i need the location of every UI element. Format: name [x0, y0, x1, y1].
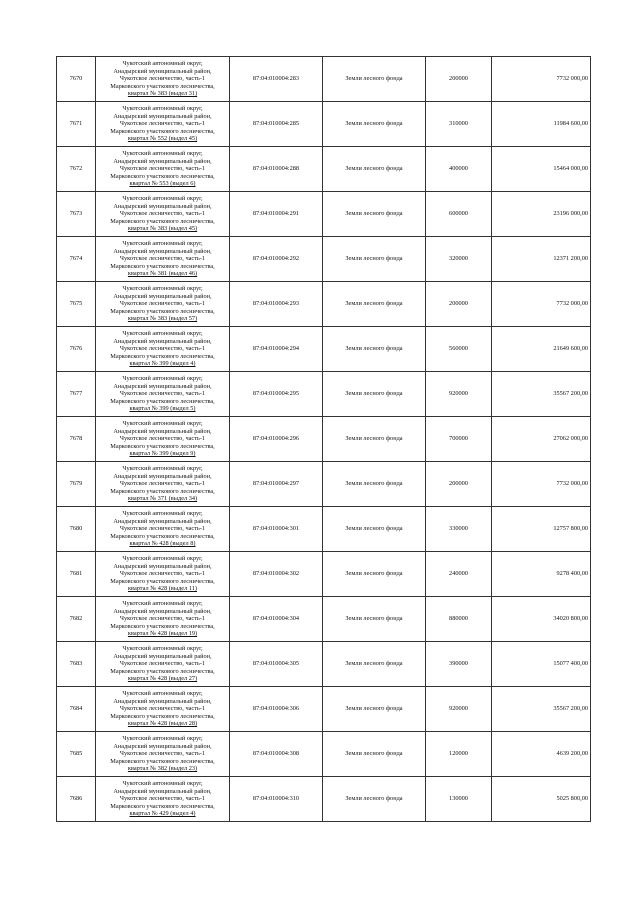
area-value: 120000 — [426, 732, 492, 777]
location-line: Марковского участкового лесничества, — [110, 262, 215, 270]
location-line: Марковского участкового лесничества, — [110, 487, 215, 495]
land-category: Земли лесного фонда — [323, 597, 426, 642]
location-line: Анадырский муниципальный район, — [113, 382, 212, 390]
area-value: 130000 — [426, 777, 492, 822]
location-cell — [96, 417, 230, 462]
location-line: Анадырский муниципальный район, — [113, 337, 212, 345]
location-line: Чукотский автономный округ, — [122, 150, 203, 158]
location-line: квартал № 428 (выдел 27) — [127, 675, 198, 683]
table-row — [57, 642, 591, 687]
location-cell — [96, 57, 230, 102]
location-cell — [96, 597, 230, 642]
location-line: Марковского участкового лесничества, — [110, 217, 215, 225]
location-line: Чукотское лесничество, часть-1 — [119, 660, 206, 668]
cadastral-number: 87:04:010004:306 — [230, 687, 323, 732]
location-line: Чукотское лесничество, часть-1 — [119, 615, 206, 623]
cadastral-value: 35567 200,00 — [492, 372, 591, 417]
land-category: Земли лесного фонда — [323, 327, 426, 372]
table-row — [57, 687, 591, 732]
row-number: 7684 — [57, 687, 96, 732]
location-line: Марковского участкового лесничества, — [110, 577, 215, 585]
land-plots-table — [56, 56, 591, 822]
table-row — [57, 507, 591, 552]
location-line: Марковского участкового лесничества, — [110, 307, 215, 315]
cadastral-number: 87:04:010004:295 — [230, 372, 323, 417]
location-line: Чукотский автономный округ, — [122, 600, 203, 608]
cadastral-value: 23196 000,00 — [492, 192, 591, 237]
location-line: Анадырский муниципальный район, — [113, 427, 212, 435]
cadastral-number: 87:04:010004:292 — [230, 237, 323, 282]
area-value: 700000 — [426, 417, 492, 462]
location-line: квартал № 428 (выдел 8) — [129, 540, 196, 548]
location-line: Чукотское лесничество, часть-1 — [119, 210, 206, 218]
location-line: квартал № 428 (выдел 28) — [127, 720, 198, 728]
row-number: 7674 — [57, 237, 96, 282]
cadastral-value: 12757 800,00 — [492, 507, 591, 552]
row-number: 7677 — [57, 372, 96, 417]
row-number: 7672 — [57, 147, 96, 192]
location-line: Чукотский автономный округ, — [122, 465, 203, 473]
location-line: квартал № 428 (выдел 19) — [127, 630, 198, 638]
area-value: 320000 — [426, 237, 492, 282]
cadastral-value: 4639 200,00 — [492, 732, 591, 777]
row-number: 7675 — [57, 282, 96, 327]
location-cell — [96, 462, 230, 507]
location-line: квартал № 553 (выдел 6) — [129, 180, 196, 188]
location-line: Анадырский муниципальный район, — [113, 697, 212, 705]
location-line: квартал № 383 (выдел 45) — [127, 225, 198, 233]
location-line: Чукотское лесничество, часть-1 — [119, 255, 206, 263]
location-cell — [96, 732, 230, 777]
location-line: Марковского участкового лесничества, — [110, 172, 215, 180]
row-number: 7681 — [57, 552, 96, 597]
location-line: квартал № 552 (выдел 45) — [127, 135, 198, 143]
location-line: Чукотское лесничество, часть-1 — [119, 165, 206, 173]
cadastral-number: 87:04:010004:302 — [230, 552, 323, 597]
location-line: Марковского участкового лесничества, — [110, 82, 215, 90]
location-line: Чукотское лесничество, часть-1 — [119, 705, 206, 713]
location-line: Чукотский автономный округ, — [122, 285, 203, 293]
location-line: Чукотский автономный округ, — [122, 555, 203, 563]
location-line: Анадырский муниципальный район, — [113, 472, 212, 480]
cadastral-value: 15464 000,00 — [492, 147, 591, 192]
location-line: Анадырский муниципальный район, — [113, 67, 212, 75]
area-value: 880000 — [426, 597, 492, 642]
location-line: квартал № 399 (выдел 5) — [129, 405, 196, 413]
cadastral-number: 87:04:010004:296 — [230, 417, 323, 462]
location-line: Анадырский муниципальный район, — [113, 607, 212, 615]
location-line: Чукотское лесничество, часть-1 — [119, 750, 206, 758]
row-number: 7680 — [57, 507, 96, 552]
location-line: квартал № 429 (выдел 4) — [129, 810, 196, 818]
location-cell — [96, 507, 230, 552]
land-category: Земли лесного фонда — [323, 642, 426, 687]
cadastral-value: 5025 800,00 — [492, 777, 591, 822]
cadastral-value: 11984 600,00 — [492, 102, 591, 147]
land-category: Земли лесного фонда — [323, 417, 426, 462]
location-cell — [96, 237, 230, 282]
location-line: Марковского участкового лесничества, — [110, 397, 215, 405]
location-cell — [96, 282, 230, 327]
land-category: Земли лесного фонда — [323, 462, 426, 507]
area-value: 310000 — [426, 102, 492, 147]
location-line: Чукотское лесничество, часть-1 — [119, 525, 206, 533]
location-line: квартал № 371 (выдел 34) — [127, 495, 198, 503]
location-line: Марковского участкового лесничества, — [110, 802, 215, 810]
cadastral-number: 87:04:010004:304 — [230, 597, 323, 642]
area-value: 400000 — [426, 147, 492, 192]
location-line: квартал № 381 (выдел 46) — [127, 270, 198, 278]
land-category: Земли лесного фонда — [323, 687, 426, 732]
table-row — [57, 102, 591, 147]
location-cell — [96, 147, 230, 192]
location-line: Марковского участкового лесничества, — [110, 667, 215, 675]
land-category: Земли лесного фонда — [323, 507, 426, 552]
area-value: 200000 — [426, 462, 492, 507]
cadastral-number: 87:04:010004:305 — [230, 642, 323, 687]
row-number: 7678 — [57, 417, 96, 462]
cadastral-value: 9278 400,00 — [492, 552, 591, 597]
location-line: Марковского участкового лесничества, — [110, 352, 215, 360]
location-line: Анадырский муниципальный район, — [113, 652, 212, 660]
area-value: 920000 — [426, 687, 492, 732]
land-category: Земли лесного фонда — [323, 732, 426, 777]
location-line: Анадырский муниципальный район, — [113, 112, 212, 120]
row-number: 7679 — [57, 462, 96, 507]
location-line: Марковского участкового лесничества, — [110, 622, 215, 630]
location-cell — [96, 192, 230, 237]
location-line: Чукотское лесничество, часть-1 — [119, 120, 206, 128]
table-row — [57, 597, 591, 642]
location-line: Чукотское лесничество, часть-1 — [119, 345, 206, 353]
land-category: Земли лесного фонда — [323, 192, 426, 237]
location-line: Марковского участкового лесничества, — [110, 532, 215, 540]
land-category: Земли лесного фонда — [323, 57, 426, 102]
area-value: 330000 — [426, 507, 492, 552]
cadastral-number: 87:04:010004:294 — [230, 327, 323, 372]
location-line: Чукотский автономный округ, — [122, 240, 203, 248]
location-cell — [96, 327, 230, 372]
location-line: Чукотский автономный округ, — [122, 420, 203, 428]
land-category: Земли лесного фонда — [323, 777, 426, 822]
location-line: Чукотское лесничество, часть-1 — [119, 795, 206, 803]
location-line: Чукотский автономный округ, — [122, 510, 203, 518]
table-body — [57, 57, 591, 822]
area-value: 560000 — [426, 327, 492, 372]
row-number: 7685 — [57, 732, 96, 777]
land-category: Земли лесного фонда — [323, 372, 426, 417]
location-line: Чукотский автономный округ, — [122, 105, 203, 113]
location-line: Марковского участкового лесничества, — [110, 757, 215, 765]
location-line: квартал № 383 (выдел 57) — [127, 315, 198, 323]
row-number: 7671 — [57, 102, 96, 147]
table-row — [57, 282, 591, 327]
cadastral-number: 87:04:010004:285 — [230, 102, 323, 147]
cadastral-number: 87:04:010004:291 — [230, 192, 323, 237]
row-number: 7683 — [57, 642, 96, 687]
cadastral-value: 34020 800,00 — [492, 597, 591, 642]
land-category: Земли лесного фонда — [323, 147, 426, 192]
location-line: Анадырский муниципальный район, — [113, 517, 212, 525]
table-row — [57, 552, 591, 597]
location-line: Анадырский муниципальный район, — [113, 247, 212, 255]
land-category: Земли лесного фонда — [323, 552, 426, 597]
area-value: 240000 — [426, 552, 492, 597]
location-line: Анадырский муниципальный район, — [113, 787, 212, 795]
location-line: Анадырский муниципальный район, — [113, 562, 212, 570]
table-row — [57, 192, 591, 237]
location-line: квартал № 399 (выдел 4) — [129, 360, 196, 368]
location-line: Чукотский автономный округ, — [122, 60, 203, 68]
cadastral-number: 87:04:010004:308 — [230, 732, 323, 777]
cadastral-value: 7732 000,00 — [492, 282, 591, 327]
land-category: Земли лесного фонда — [323, 102, 426, 147]
table-row — [57, 372, 591, 417]
cadastral-number: 87:04:010004:288 — [230, 147, 323, 192]
table-row — [57, 732, 591, 777]
location-line: Чукотский автономный округ, — [122, 690, 203, 698]
cadastral-number: 87:04:010004:283 — [230, 57, 323, 102]
cadastral-value: 7732 000,00 — [492, 57, 591, 102]
location-line: Чукотское лесничество, часть-1 — [119, 390, 206, 398]
area-value: 200000 — [426, 57, 492, 102]
location-line: Анадырский муниципальный район, — [113, 292, 212, 300]
cadastral-value: 27062 000,00 — [492, 417, 591, 462]
row-number: 7686 — [57, 777, 96, 822]
cadastral-value: 15077 400,00 — [492, 642, 591, 687]
table-row — [57, 57, 591, 102]
area-value: 920000 — [426, 372, 492, 417]
row-number: 7670 — [57, 57, 96, 102]
location-cell — [96, 372, 230, 417]
location-line: Чукотский автономный округ, — [122, 375, 203, 383]
table-row — [57, 147, 591, 192]
location-cell — [96, 552, 230, 597]
location-line: Анадырский муниципальный район, — [113, 157, 212, 165]
table-row — [57, 327, 591, 372]
cadastral-value: 35567 200,00 — [492, 687, 591, 732]
cadastral-number: 87:04:010004:293 — [230, 282, 323, 327]
location-line: Чукотский автономный округ, — [122, 330, 203, 338]
location-line: Чукотское лесничество, часть-1 — [119, 300, 206, 308]
row-number: 7682 — [57, 597, 96, 642]
location-line: квартал № 383 (выдел 31) — [127, 90, 198, 98]
table-row — [57, 237, 591, 282]
cadastral-value: 21649 600,00 — [492, 327, 591, 372]
location-line: Чукотский автономный округ, — [122, 195, 203, 203]
location-line: Марковского участкового лесничества, — [110, 712, 215, 720]
location-cell — [96, 102, 230, 147]
location-line: Анадырский муниципальный район, — [113, 742, 212, 750]
table-row — [57, 417, 591, 462]
area-value: 600000 — [426, 192, 492, 237]
cadastral-value: 7732 000,00 — [492, 462, 591, 507]
location-line: Марковского участкового лесничества, — [110, 442, 215, 450]
location-cell — [96, 777, 230, 822]
location-line: Чукотский автономный округ, — [122, 645, 203, 653]
location-line: Чукотское лесничество, часть-1 — [119, 435, 206, 443]
location-line: Чукотский автономный округ, — [122, 780, 203, 788]
cadastral-number: 87:04:010004:301 — [230, 507, 323, 552]
cadastral-number: 87:04:010004:310 — [230, 777, 323, 822]
location-line: Чукотское лесничество, часть-1 — [119, 75, 206, 83]
location-line: Анадырский муниципальный район, — [113, 202, 212, 210]
row-number: 7676 — [57, 327, 96, 372]
area-value: 200000 — [426, 282, 492, 327]
location-cell — [96, 687, 230, 732]
land-category: Земли лесного фонда — [323, 282, 426, 327]
location-line: Марковского участкового лесничества, — [110, 127, 215, 135]
land-category: Земли лесного фонда — [323, 237, 426, 282]
area-value: 390000 — [426, 642, 492, 687]
location-line: Чукотское лесничество, часть-1 — [119, 570, 206, 578]
location-line: квартал № 399 (выдел 9) — [129, 450, 196, 458]
table-row — [57, 777, 591, 822]
cadastral-value: 12371 200,00 — [492, 237, 591, 282]
location-cell — [96, 642, 230, 687]
location-line: Чукотский автономный округ, — [122, 735, 203, 743]
table-row — [57, 462, 591, 507]
row-number: 7673 — [57, 192, 96, 237]
location-line: Чукотское лесничество, часть-1 — [119, 480, 206, 488]
cadastral-number: 87:04:010004:297 — [230, 462, 323, 507]
location-line: квартал № 382 (выдел 23) — [127, 765, 198, 773]
location-line: квартал № 428 (выдел 11) — [128, 585, 197, 593]
